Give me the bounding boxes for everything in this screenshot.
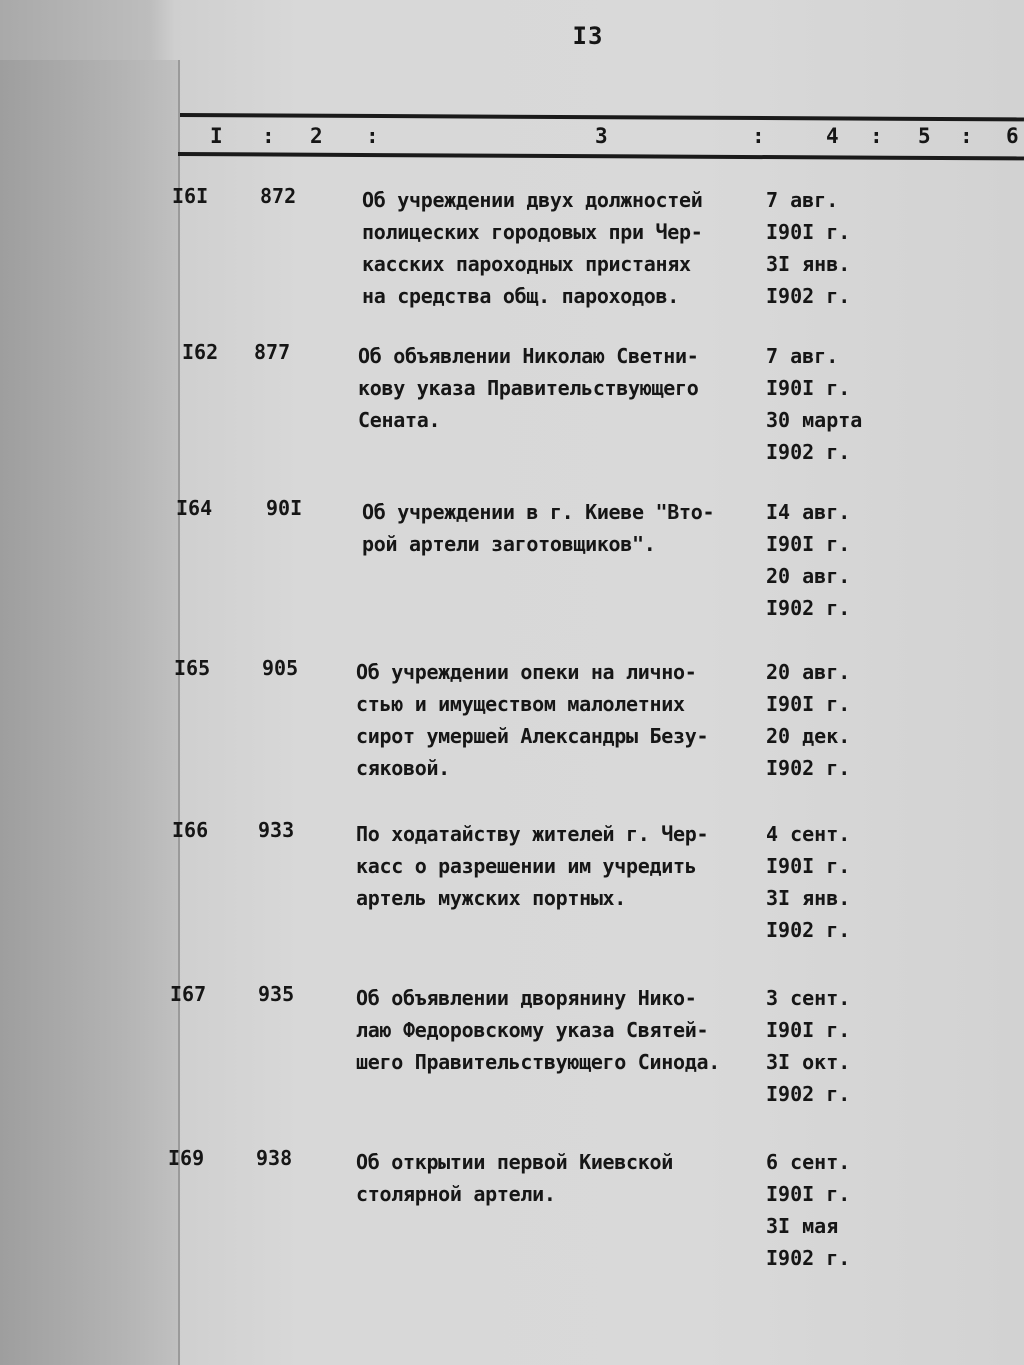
date-line: I902 г. [766,1246,851,1270]
date-line: 3I окт. [766,1050,851,1074]
date-line: 3I янв. [766,886,851,910]
row-code: 872 [260,184,297,208]
description-line: стью и имуществом малолетних [356,692,685,716]
page-number: I3 [572,22,604,50]
description-line: Об учреждении двух должностей [362,188,703,212]
row-code: 938 [256,1146,293,1170]
row-number: I66 [172,818,209,842]
date-line: I90I г. [766,220,851,244]
row-code: 90I [266,496,303,520]
description-line: По ходатайству жителей г. Чер- [356,822,709,846]
row-dates [766,184,876,312]
description-line: касских пароходных пристанях [362,252,691,276]
description-line: Об объявлении дворянину Нико- [356,986,697,1010]
date-line: 4 сент. [766,822,851,846]
date-line: 3I янв. [766,252,851,276]
header-sep-3: : [752,124,765,148]
description-line: сирот умершей Александры Безу- [356,724,709,748]
row-number: I64 [176,496,213,520]
date-line: 7 авг. [766,344,839,368]
row-code: 935 [258,982,295,1006]
description-line: артель мужских портных. [356,886,627,910]
date-line: 20 авг. [766,660,851,684]
row-number: I65 [174,656,211,680]
table-header-rule [178,152,1024,160]
date-line: 3 сент. [766,986,851,1010]
header-col-1: I [210,124,223,148]
date-line: I902 г. [766,284,851,308]
underlying-page-edge [0,60,180,1365]
date-line: I90I г. [766,532,851,556]
row-dates [766,982,876,1110]
date-line: I902 г. [766,596,851,620]
description-line: лаю Федоровскому указа Святей- [356,1018,709,1042]
row-description [356,656,756,784]
table-top-rule [180,113,1024,121]
description-line: столярной артели. [356,1182,556,1206]
date-line: 3I мая [766,1214,839,1238]
date-line: I90I г. [766,854,851,878]
row-dates [766,818,876,946]
header-sep-4: : [870,124,883,148]
date-line: I90I г. [766,376,851,400]
date-line: I902 г. [766,1082,851,1106]
date-line: I90I г. [766,1018,851,1042]
date-line: 30 марта [766,408,863,432]
row-number: I67 [170,982,207,1006]
date-line: 20 авг. [766,564,851,588]
description-line: на средства общ. пароходов. [362,284,680,308]
header-sep-5: : [960,124,973,148]
header-sep-2: : [366,124,379,148]
date-line: I902 г. [766,756,851,780]
header-col-3: 3 [595,124,608,148]
date-line: 20 дек. [766,724,851,748]
row-dates [766,1146,876,1274]
description-line: Об учреждении в г. Киеве "Вто- [362,500,715,524]
row-code: 933 [258,818,295,842]
row-description [356,1146,756,1210]
header-col-5: 5 [918,124,931,148]
description-line: Об открытии первой Киевской [356,1150,674,1174]
row-number: I6I [172,184,209,208]
description-line: Об учреждении опеки на лично- [356,660,697,684]
date-line: I90I г. [766,692,851,716]
row-description [362,496,762,560]
row-dates [766,496,876,624]
description-line: полицеских городовых при Чер- [362,220,703,244]
row-dates [766,656,876,784]
description-line: сяковой. [356,756,450,780]
date-line: 7 авг. [766,188,839,212]
description-line: рой артели заготовщиков". [362,532,656,556]
row-code: 905 [262,656,299,680]
description-line: Об объявлении Николаю Светни- [358,344,699,368]
row-description [356,982,756,1078]
header-col-6: 6 [1006,124,1019,148]
date-line: I4 авг. [766,500,851,524]
header-sep-1: : [262,124,275,148]
description-line: Сената. [358,408,441,432]
date-line: 6 сент. [766,1150,851,1174]
date-line: I902 г. [766,440,851,464]
row-description [362,184,762,312]
row-number: I69 [168,1146,205,1170]
description-line: касс о разрешении им учредить [356,854,697,878]
row-dates [766,340,876,468]
date-line: I90I г. [766,1182,851,1206]
header-col-4: 4 [826,124,839,148]
row-code: 877 [254,340,291,364]
description-line: кову указа Правительствующего [358,376,699,400]
row-description [358,340,758,436]
row-description [356,818,756,914]
description-line: шего Правительствующего Синода. [356,1050,720,1074]
date-line: I902 г. [766,918,851,942]
header-col-2: 2 [310,124,323,148]
row-number: I62 [182,340,219,364]
